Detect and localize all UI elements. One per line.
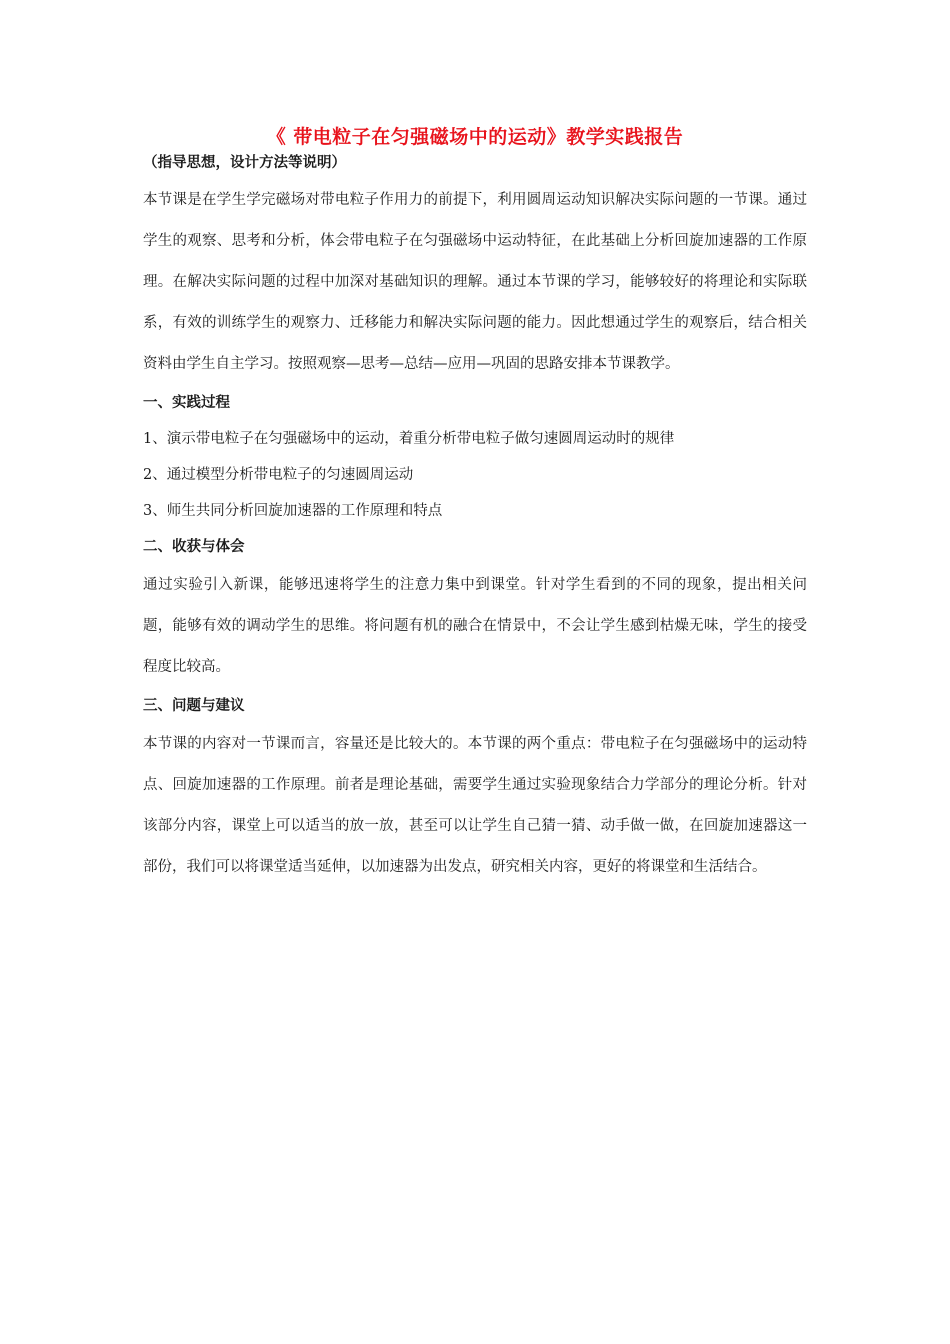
document-page [143, 122, 807, 888]
list-item: 1、演示带电粒子在匀强磁场中的运动，着重分析带电粒子做匀速圆周运动时的规律 [143, 431, 675, 447]
document-subtitle: （指导思想，设计方法等说明） [143, 155, 346, 171]
intro-paragraph: 本节课是在学生学完磁场对带电粒子作用力的前提下，利用圆周运动知识解决实际问题的一节课。通过学生的观察、思考和分析，体会带电粒子在匀强磁场中运动特征，在此基础上分析回旋加速器的工作原理。在解决实际问题的过程中加深对基础知识的理解。通过本节课的学习，能够较好的将理论和实际联系，有效的训练学生的观察力、迁移能力和解决实际问题的能力。因此想通过学生的观察后，结合相关资料由学生自主学习。按照观察—思考—总结—应用—巩固的思路安排本节课教学。 [143, 192, 807, 372]
document-title: 《 带电粒子在匀强磁场中的运动》教学实践报告 [266, 126, 684, 148]
section-issues [143, 688, 807, 888]
list-item: 2、通过模型分析带电粒子的匀速圆周运动 [143, 467, 414, 483]
section-heading-gains: 二、收获与体会 [143, 539, 245, 555]
section-gains [143, 529, 807, 688]
list-item: 3、师生共同分析回旋加速器的工作原理和特点 [143, 503, 443, 519]
gains-paragraph: 通过实验引入新课，能够迅速将学生的注意力集中到课堂。针对学生看到的不同的现象，提出相关问题，能够有效的调动学生的思维。将问题有机的融合在情景中，不会让学生感到枯燥无味，学生的接受程度比较高。 [143, 577, 807, 675]
section-practice [143, 385, 807, 529]
section-heading-issues: 三、问题与建议 [143, 698, 245, 714]
section-heading-practice: 一、实践过程 [143, 395, 230, 411]
issues-paragraph: 本节课的内容对一节课而言，容量还是比较大的。本节课的两个重点：带电粒子在匀强磁场中的运动特点、回旋加速器的工作原理。前者是理论基础，需要学生通过实验现象结合力学部分的理论分析。针对该部分内容，课堂上可以适当的放一放，甚至可以让学生自己猜一猜、动手做一做，在回旋加速器这一部份，我们可以将课堂适当延伸，以加速器为出发点，研究相关内容，更好的将课堂和生活结合。 [143, 736, 807, 875]
